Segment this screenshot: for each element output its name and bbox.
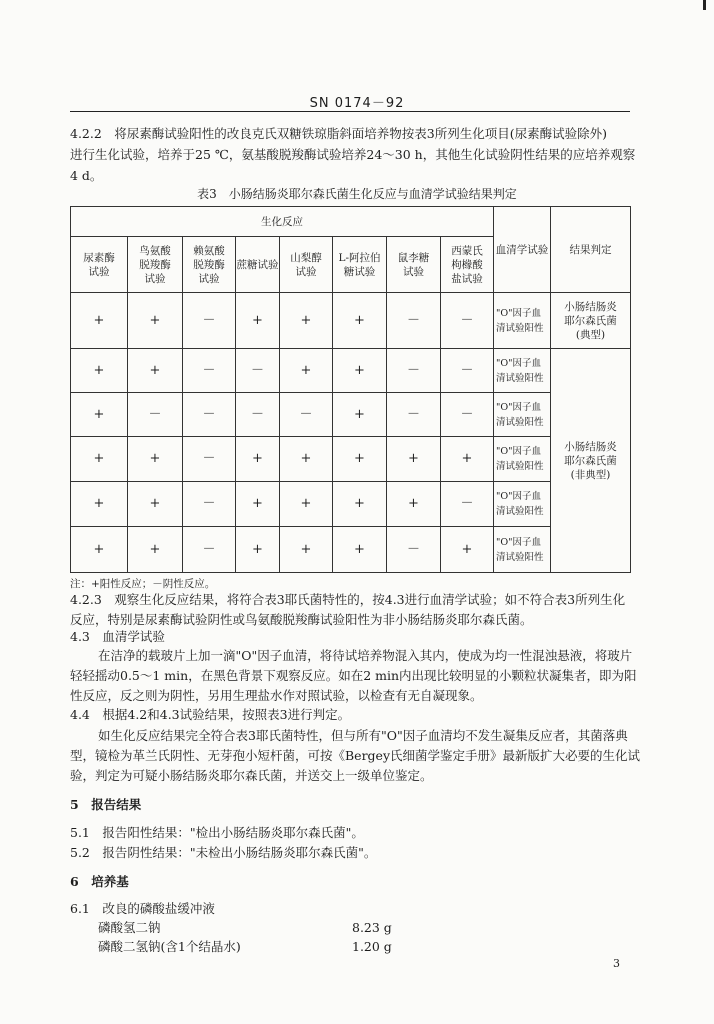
cell-ornithine: － <box>128 393 183 437</box>
cell-citrate: + <box>441 527 494 573</box>
result-header: 结果判定 <box>551 207 631 293</box>
cell-sorbitol: + <box>280 527 333 573</box>
section-4-3-title: 4.3 血清学试验 <box>70 629 165 644</box>
cell-serum: "O"因子血 清试验阳性 <box>494 482 551 527</box>
section-4-2-2-line3: 4 d。 <box>70 168 103 183</box>
cell-citrate: + <box>441 437 494 482</box>
header-rule <box>70 111 630 112</box>
section-4-4-line1: 4.4 根据4.2和4.3试验结果，按照表3进行判定。 <box>70 707 351 722</box>
table-row <box>71 437 631 482</box>
ingredient-name: 磷酸二氢钠(含1个结晶水) <box>98 939 241 954</box>
cell-lysine: － <box>183 393 236 437</box>
cell-urease: + <box>71 349 128 393</box>
section-5-2: 5.2 报告阴性结果："未检出小肠结肠炎耶尔森氏菌"。 <box>70 845 377 860</box>
cell-sucrose: + <box>236 293 280 349</box>
cell-serum: "O"因子血 清试验阳性 <box>494 349 551 393</box>
ingredient-amount: 8.23 g <box>352 920 392 935</box>
cell-ornithine: + <box>128 482 183 527</box>
cell-lysine: － <box>183 527 236 573</box>
table-caption: 表3 小肠结肠炎耶尔森氏菌生化反应与血清学试验结果判定 <box>197 187 517 201</box>
table-row <box>71 393 631 437</box>
cell-rhamnose: － <box>387 349 441 393</box>
table-row <box>71 293 631 349</box>
cell-urease: + <box>71 527 128 573</box>
ingredient-name: 磷酸氢二钠 <box>98 920 161 935</box>
section-5-title: 5 报告结果 <box>70 797 142 812</box>
serum-header: 血清学试验 <box>494 207 551 293</box>
col-header-sucrose: 蔗糖试验 <box>236 237 280 293</box>
table-note: 注：+阳性反应；－阴性反应。 <box>70 578 216 590</box>
cell-ornithine: + <box>128 293 183 349</box>
col-header-lysine: 赖氨酸 脱羧酶 试验 <box>183 237 236 293</box>
ingredient-amount: 1.20 g <box>352 939 392 954</box>
cell-rhamnose: － <box>387 527 441 573</box>
col-header-sorbitol: 山梨醇 试验 <box>280 237 333 293</box>
result-atypical: 小肠结肠炎 耶尔森氏菌 (非典型) <box>551 349 631 573</box>
cell-arabinose: + <box>333 437 387 482</box>
section-4-3-line1: 在洁净的载玻片上加一滴"O"因子血清，将待试培养物混入其内，使成为均一性混浊悬液，将玻片 <box>98 648 633 663</box>
cell-arabinose: + <box>333 349 387 393</box>
section-4-4-line2: 如生化反应结果完全符合表3耶氏菌特性，但与所有"O"因子血清均不发生凝集反应者，其菌落典 <box>98 728 628 743</box>
section-4-4-line3: 型，镜检为革兰氏阴性、无芽孢小短杆菌，可按《Bergey氏细菌学鉴定手册》最新版扩大必要的生化试 <box>70 748 641 763</box>
col-header-arabinose: L-阿拉伯 糖试验 <box>333 237 387 293</box>
col-header-urease: 尿素酶 试验 <box>71 237 128 293</box>
cell-sucrose: － <box>236 393 280 437</box>
cell-urease: + <box>71 393 128 437</box>
cell-lysine: － <box>183 482 236 527</box>
page-number: 3 <box>613 957 620 970</box>
cell-sucrose: + <box>236 437 280 482</box>
section-4-2-2-line2: 进行生化试验，培养于25 ℃，氨基酸脱羧酶试验培养24～30 h，其他生化试验阴性结果的应培养观察 <box>70 147 636 162</box>
cell-citrate: － <box>441 393 494 437</box>
cell-citrate: － <box>441 293 494 349</box>
cell-sorbitol: + <box>280 482 333 527</box>
cell-lysine: － <box>183 349 236 393</box>
result-typical: 小肠结肠炎 耶尔森氏菌 (典型) <box>551 293 631 349</box>
cell-arabinose: + <box>333 393 387 437</box>
cell-arabinose: + <box>333 527 387 573</box>
section-4-3-line3: 性反应，反之则为阴性，另用生理盐水作对照试验，以检查有无自凝现象。 <box>70 688 483 703</box>
cell-rhamnose: + <box>387 437 441 482</box>
section-4-3-line2: 轻轻摇动0.5～1 min，在黑色背景下观察反应。如在2 min内出现比较明显的小颗粒状凝集者，即为阳 <box>70 668 637 683</box>
table-row <box>71 349 631 393</box>
scan-mark <box>703 0 706 10</box>
col-header-ornithine: 鸟氨酸 脱羧酶 试验 <box>128 237 183 293</box>
page-header: SN 0174－92 <box>309 96 405 111</box>
section-6-1-title: 6.1 改良的磷酸盐缓冲液 <box>70 901 215 916</box>
table-row <box>71 482 631 527</box>
cell-lysine: － <box>183 293 236 349</box>
section-4-2-3-line1: 4.2.3 观察生化反应结果，将符合表3耶氏菌特性的，按4.3进行血清学试验；如不符合表3所列生化 <box>70 592 626 607</box>
col-header-rhamnose: 鼠李糖 试验 <box>387 237 441 293</box>
section-4-4-line4: 验，判定为可疑小肠结肠炎耶尔森氏菌，并送交上一级单位鉴定。 <box>70 768 433 783</box>
col-header-citrate: 西蒙氏 枸橼酸 盐试验 <box>441 237 494 293</box>
cell-ornithine: + <box>128 437 183 482</box>
cell-sucrose: － <box>236 349 280 393</box>
cell-sorbitol: + <box>280 293 333 349</box>
cell-sorbitol: + <box>280 349 333 393</box>
cell-sorbitol: － <box>280 393 333 437</box>
section-6-title: 6 培养基 <box>70 874 129 889</box>
section-5-1: 5.1 报告阳性结果："检出小肠结肠炎耶尔森氏菌"。 <box>70 825 364 840</box>
table-row <box>71 527 631 573</box>
cell-citrate: － <box>441 349 494 393</box>
results-table <box>70 206 631 573</box>
cell-sucrose: + <box>236 482 280 527</box>
cell-urease: + <box>71 293 128 349</box>
cell-urease: + <box>71 437 128 482</box>
cell-citrate: － <box>441 482 494 527</box>
cell-sorbitol: + <box>280 437 333 482</box>
cell-serum: "O"因子血 清试验阳性 <box>494 293 551 349</box>
cell-serum: "O"因子血 清试验阳性 <box>494 527 551 573</box>
cell-rhamnose: － <box>387 393 441 437</box>
cell-lysine: － <box>183 437 236 482</box>
cell-urease: + <box>71 482 128 527</box>
cell-ornithine: + <box>128 349 183 393</box>
cell-rhamnose: + <box>387 482 441 527</box>
cell-serum: "O"因子血 清试验阳性 <box>494 393 551 437</box>
cell-serum: "O"因子血 清试验阳性 <box>494 437 551 482</box>
cell-sucrose: + <box>236 527 280 573</box>
cell-rhamnose: － <box>387 293 441 349</box>
group-header: 生化反应 <box>71 207 494 237</box>
section-4-2-3-line2: 反应，特别是尿素酶试验阴性或鸟氨酸脱羧酶试验阳性为非小肠结肠炎耶尔森氏菌。 <box>70 612 533 627</box>
cell-arabinose: + <box>333 482 387 527</box>
section-4-2-2-line1: 4.2.2 将尿素酶试验阳性的改良克氏双糖铁琼脂斜面培养物按表3所列生化项目(尿素酶试验除外) <box>70 126 608 141</box>
cell-ornithine: + <box>128 527 183 573</box>
cell-arabinose: + <box>333 293 387 349</box>
